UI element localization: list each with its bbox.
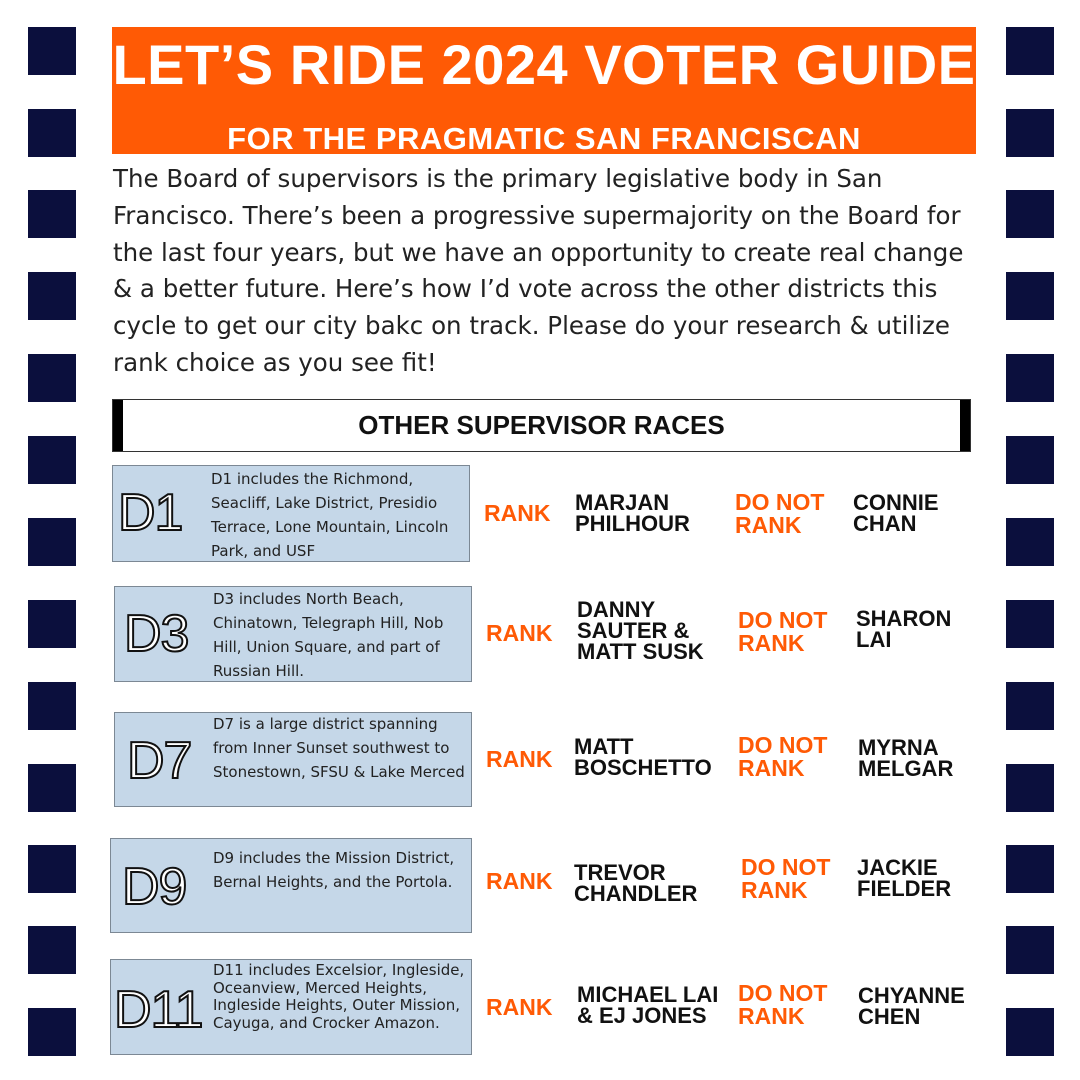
district-description: D11 includes Excelsior, Ingleside, Oceanview, Merced Heights, Ingleside Heights, Outer Mission, Cayuga, and Crocker Amazon.	[213, 961, 465, 1032]
page-subtitle: FOR THE PRAGMATIC SAN FRANCISCAN	[227, 121, 861, 156]
rank-candidate: DANNY SAUTER & MATT SUSK	[577, 597, 704, 664]
border-square	[1006, 764, 1054, 812]
rank-candidate: MATT BOSCHETTO	[574, 734, 712, 780]
border-square	[28, 764, 76, 812]
header-banner	[112, 27, 976, 154]
rank-candidate: TREVOR CHANDLER	[574, 860, 698, 906]
border-square	[1006, 354, 1054, 402]
intro-paragraph: The Board of supervisors is the primary legislative body in San Francisco. There’s been a progressive supermajority on the Board for the last four years, but we have an opportunity to create real change & a better future. Here’s how I’d vote across the other districts this cycle to get our city bakc on track. Please do your research & utilize rank choice as you see fit!	[113, 164, 964, 377]
rank-candidate: MICHAEL LAI & EJ JONES	[577, 982, 719, 1028]
district-description: D9 includes the Mission District, Bernal Heights, and the Portola.	[213, 849, 455, 891]
border-square	[28, 926, 76, 974]
border-square	[28, 354, 76, 402]
rank-label: RANK	[486, 868, 553, 894]
district-label: D9	[122, 858, 187, 916]
do-not-rank-label: DO NOT RANK	[738, 607, 828, 656]
border-square	[1006, 682, 1054, 730]
border-square	[28, 27, 76, 75]
do-not-rank-candidate: JACKIE FIELDER	[857, 855, 952, 901]
border-square	[1006, 27, 1054, 75]
rank-label: RANK	[484, 500, 551, 526]
border-square	[1006, 190, 1054, 238]
border-square	[1006, 272, 1054, 320]
border-square	[28, 272, 76, 320]
border-square	[28, 1008, 76, 1056]
border-square	[28, 518, 76, 566]
do-not-rank-label: DO NOT RANK	[735, 489, 825, 538]
district-label: D11	[114, 981, 203, 1039]
border-square	[1006, 600, 1054, 648]
border-square	[28, 845, 76, 893]
district-label: D7	[127, 732, 192, 790]
rank-candidate: MARJAN PHILHOUR	[575, 490, 690, 536]
district-label: D3	[124, 605, 189, 663]
border-square	[1006, 845, 1054, 893]
do-not-rank-label: DO NOT RANK	[741, 854, 831, 903]
border-square	[1006, 109, 1054, 157]
border-square	[28, 190, 76, 238]
district-description: D1 includes the Richmond, Seacliff, Lake District, Presidio Terrace, Lone Mountain, Lincoln Park, and USF	[211, 470, 449, 560]
rank-label: RANK	[486, 746, 553, 772]
border-square	[1006, 926, 1054, 974]
do-not-rank-candidate: MYRNA MELGAR	[858, 735, 954, 781]
border-square	[1006, 518, 1054, 566]
border-square	[28, 682, 76, 730]
section-title: OTHER SUPERVISOR RACES	[112, 399, 971, 452]
district-label: D1	[118, 484, 183, 542]
do-not-rank-label: DO NOT RANK	[738, 732, 828, 781]
do-not-rank-candidate: SHARON LAI	[856, 606, 952, 652]
border-square	[28, 600, 76, 648]
border-square	[1006, 1008, 1054, 1056]
do-not-rank-candidate: CHYANNE CHEN	[858, 983, 965, 1029]
border-square	[1006, 436, 1054, 484]
do-not-rank-candidate: CONNIE CHAN	[853, 490, 939, 536]
district-description: D7 is a large district spanning from Inner Sunset southwest to Stonestown, SFSU & Lake Merced	[213, 715, 465, 781]
do-not-rank-label: DO NOT RANK	[738, 980, 828, 1029]
page-title: LET’S RIDE 2024 VOTER GUIDE	[112, 33, 976, 96]
rank-label: RANK	[486, 620, 553, 646]
border-square	[28, 436, 76, 484]
rank-label: RANK	[486, 994, 553, 1020]
district-description: D3 includes North Beach, Chinatown, Telegraph Hill, Nob Hill, Union Square, and part of Russian Hill.	[213, 590, 444, 680]
border-square	[28, 109, 76, 157]
